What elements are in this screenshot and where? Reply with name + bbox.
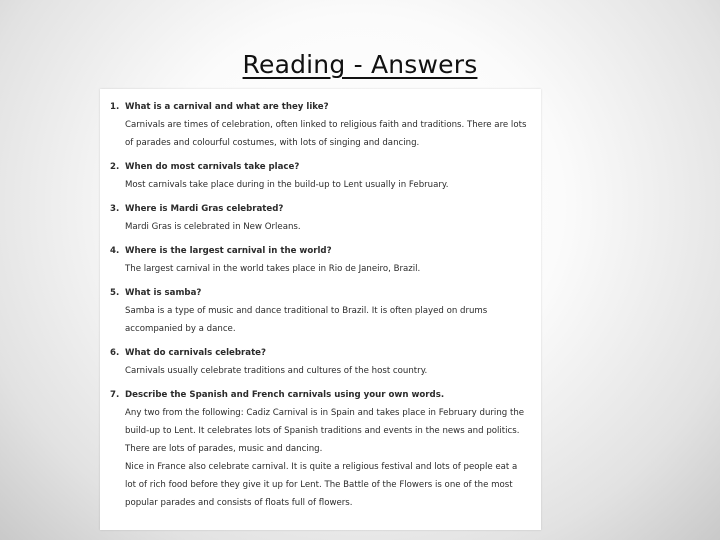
- slide-title: Reading - Answers: [242, 50, 478, 79]
- question-number: 7.: [110, 390, 120, 400]
- answer-text: Most carnivals take place during in the build-up to Lent usually in February.: [125, 180, 449, 190]
- answer-text-extra: Nice in France also celebrate carnival. It is quite a religious festival and lots of people eat a lot of rich food before they give it up for Lent. The Battle of the Flowers is one of the most popular parades and consists of floats full of flowers.: [125, 462, 518, 508]
- answer-text: Samba is a type of music and dance traditional to Brazil. It is often played on drums accompanied by a dance.: [125, 306, 488, 334]
- question-item-2: [110, 158, 531, 194]
- question-text: What do carnivals celebrate?: [125, 348, 266, 358]
- question-item-5: [110, 284, 531, 338]
- question-number: 2.: [110, 162, 120, 172]
- question-text: What is a carnival and what are they like?: [125, 102, 329, 112]
- question-item-7: [110, 386, 531, 512]
- question-number: 3.: [110, 204, 120, 214]
- answer-text: Mardi Gras is celebrated in New Orleans.: [125, 222, 301, 232]
- question-text: What is samba?: [125, 288, 202, 298]
- question-item-1: [110, 98, 531, 152]
- answer-text: Carnivals are times of celebration, often linked to religious faith and traditions. There are lots of parades and colourful costumes, with lots of singing and dancing.: [125, 120, 527, 148]
- question-number: 4.: [110, 246, 120, 256]
- question-text: When do most carnivals take place?: [125, 162, 300, 172]
- question-number: 1.: [110, 102, 120, 112]
- question-item-6: [110, 344, 531, 380]
- question-text: Where is the largest carnival in the world?: [125, 246, 332, 256]
- answer-sheet: [100, 89, 541, 530]
- answer-text: Any two from the following: Cadiz Carnival is in Spain and takes place in February during the build-up to Lent. It celebrates lots of Spanish traditions and events in the news and politics. There are lots of parades, music and dancing.: [125, 408, 525, 454]
- answer-text: The largest carnival in the world takes place in Rio de Janeiro, Brazil.: [125, 264, 421, 274]
- question-item-4: [110, 242, 531, 278]
- answer-text: Carnivals usually celebrate traditions and cultures of the host country.: [125, 366, 428, 376]
- question-number: 5.: [110, 288, 120, 298]
- question-text: Describe the Spanish and French carnivals using your own words.: [125, 390, 445, 400]
- question-number: 6.: [110, 348, 120, 358]
- question-item-3: [110, 200, 531, 236]
- question-text: Where is Mardi Gras celebrated?: [125, 204, 284, 214]
